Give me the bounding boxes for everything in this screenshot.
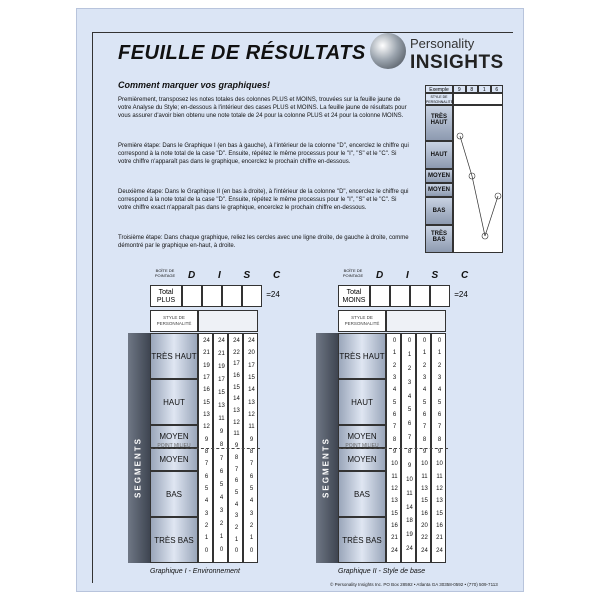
- score-number[interactable]: 14: [248, 387, 255, 394]
- score-number[interactable]: 21: [391, 535, 398, 542]
- g2-total-s-cell[interactable]: [410, 285, 430, 307]
- score-number[interactable]: 5: [219, 481, 224, 488]
- instructions-subtitle: Comment marquer vos graphiques!: [118, 80, 271, 90]
- g1-total-sum: =24: [266, 290, 280, 299]
- score-number[interactable]: 7: [234, 466, 239, 473]
- score-number[interactable]: 11: [233, 431, 240, 438]
- score-number[interactable]: 13: [233, 408, 240, 415]
- example-style-row: [425, 93, 503, 105]
- score-number[interactable]: 4: [249, 498, 254, 505]
- example-level: MOYEN: [425, 183, 453, 197]
- score-number[interactable]: 2: [407, 365, 412, 372]
- score-number[interactable]: 3: [204, 510, 209, 517]
- score-number[interactable]: 22: [421, 535, 428, 542]
- g2-level: MOYEN: [338, 448, 386, 471]
- score-number[interactable]: 9: [219, 429, 224, 436]
- score-number[interactable]: 0: [204, 547, 209, 554]
- score-number[interactable]: 10: [406, 476, 413, 483]
- g1-level: HAUT: [150, 379, 198, 425]
- example-style-icons: [453, 93, 503, 105]
- score-number[interactable]: 21: [436, 535, 443, 542]
- g2-style-row: [338, 310, 446, 332]
- g2-total-d-cell[interactable]: [370, 285, 390, 307]
- example-level: BAS: [425, 197, 453, 225]
- score-number[interactable]: 4: [437, 387, 442, 394]
- score-number[interactable]: 24: [203, 338, 210, 344]
- score-number[interactable]: 24: [391, 547, 398, 554]
- g1-level: TRÈS HAUT: [150, 333, 198, 379]
- score-number[interactable]: 15: [218, 390, 225, 397]
- score-number[interactable]: 13: [218, 403, 225, 410]
- score-number[interactable]: 2: [234, 524, 239, 531]
- score-number[interactable]: 24: [248, 338, 255, 344]
- g2-box-label: BOÎTE DE POINTAGE: [342, 268, 364, 278]
- example-value: 1: [478, 85, 491, 93]
- graph-2: [316, 333, 446, 563]
- g1-total-d-cell[interactable]: [182, 285, 202, 307]
- score-number[interactable]: 10: [436, 461, 443, 468]
- globe-logo-icon: [370, 33, 406, 69]
- score-number[interactable]: 14: [233, 396, 240, 403]
- example-style-label: STYLE DE PERSONNALITÉ: [426, 95, 454, 104]
- score-number[interactable]: 7: [249, 461, 254, 468]
- score-number[interactable]: 15: [436, 510, 443, 517]
- score-number[interactable]: 5: [392, 399, 397, 406]
- example-plot-line: [454, 106, 504, 254]
- score-number[interactable]: 11: [391, 473, 398, 480]
- score-number[interactable]: 14: [406, 504, 413, 511]
- example-label: Exemple: [425, 85, 453, 93]
- g1-totals-row: [150, 285, 284, 307]
- score-number[interactable]: 3: [422, 375, 427, 381]
- instructions-intro: Premièrement, transposez les notes totales des colonnes PLUS et MOINS, trouvées sur la feuille jaune de votre Analyse du Style; en-dessous à l'intérieur des cases PLUS et MOINS. La feuille jaune de résultats pour vous assurer d'avoir bien obtenu une note totale de 24 pour la colonne PLUS et 24 pour la colonne MOINS.: [118, 97, 407, 119]
- g1-segments-label: SEGMENTS: [133, 437, 143, 498]
- score-number[interactable]: 8: [422, 436, 427, 443]
- score-number[interactable]: 11: [248, 424, 255, 431]
- score-number[interactable]: 5: [437, 399, 442, 406]
- score-number[interactable]: 9: [392, 449, 397, 455]
- score-number[interactable]: 9: [422, 449, 427, 455]
- g1-total-label: Total PLUS: [150, 285, 182, 307]
- g1-level: BAS: [150, 471, 198, 517]
- score-number[interactable]: 19: [406, 532, 413, 539]
- score-number[interactable]: 2: [219, 520, 224, 527]
- instructions-step-3: Troisième étape: Dans chaque graphique, reliez les cercles avec une ligne droite, de gauche à droite, comme démontré par le graphique en-haut, à droite.: [118, 235, 409, 249]
- score-number[interactable]: 2: [437, 362, 442, 369]
- g2-totals-row: [338, 285, 472, 307]
- score-number[interactable]: 11: [436, 473, 443, 480]
- score-number[interactable]: 18: [406, 518, 413, 525]
- score-number[interactable]: 0: [234, 548, 239, 555]
- score-number[interactable]: 6: [249, 473, 254, 480]
- score-number[interactable]: 0: [219, 546, 224, 553]
- score-number[interactable]: 17: [233, 361, 240, 368]
- score-number[interactable]: 16: [203, 387, 210, 394]
- score-number[interactable]: 4: [407, 393, 412, 400]
- score-number[interactable]: 21: [218, 351, 225, 358]
- score-number[interactable]: 13: [391, 498, 398, 505]
- score-number[interactable]: 3: [219, 507, 224, 514]
- brand-name-top: Personality: [410, 36, 475, 51]
- g2-level: TRÈS HAUT: [338, 333, 386, 379]
- g2-segments-label: SEGMENTS: [321, 437, 331, 498]
- score-number[interactable]: 4: [234, 501, 239, 508]
- example-value: 6: [491, 85, 504, 93]
- score-number[interactable]: 24: [233, 338, 240, 344]
- score-number[interactable]: 13: [421, 486, 428, 492]
- score-number[interactable]: 8: [249, 449, 254, 455]
- score-number[interactable]: 17: [248, 362, 255, 369]
- g2-style-icons: [386, 310, 446, 332]
- score-number[interactable]: 3: [234, 513, 239, 520]
- score-number[interactable]: 11: [406, 490, 413, 497]
- brand-name-bottom: INSIGHTS: [410, 52, 504, 73]
- g1-caption: Graphique I - Environnement: [150, 568, 240, 575]
- g1-style-row: [150, 310, 258, 332]
- example-header-row: [425, 85, 503, 93]
- score-number[interactable]: 9: [407, 462, 412, 469]
- score-number[interactable]: 4: [204, 498, 209, 505]
- g1-midpoint-label: POINT MILIEU: [157, 443, 191, 449]
- score-number[interactable]: 7: [219, 455, 224, 462]
- g1-level: MOYEN: [150, 448, 198, 471]
- score-number[interactable]: 16: [436, 523, 443, 529]
- example-number-grid: [453, 105, 503, 253]
- score-number[interactable]: 1: [407, 351, 412, 358]
- score-number[interactable]: 7: [422, 424, 427, 431]
- g1-midline: [150, 448, 260, 449]
- score-number[interactable]: 6: [437, 412, 442, 418]
- score-number[interactable]: 0: [249, 547, 254, 554]
- score-number[interactable]: 22: [233, 349, 240, 356]
- score-number[interactable]: 2: [422, 362, 427, 369]
- g2-level: BAS: [338, 471, 386, 517]
- g1-total-i-cell[interactable]: [202, 285, 222, 307]
- score-number[interactable]: 11: [421, 473, 428, 480]
- score-number[interactable]: 6: [234, 478, 239, 485]
- score-number[interactable]: 1: [422, 350, 427, 357]
- g1-disc-letters: D I S C: [188, 270, 291, 281]
- score-number[interactable]: 8: [204, 449, 209, 455]
- score-number[interactable]: 7: [407, 435, 412, 442]
- score-number[interactable]: 6: [204, 473, 209, 480]
- score-number[interactable]: 6: [422, 412, 427, 418]
- score-number[interactable]: 15: [233, 384, 240, 391]
- score-number[interactable]: 5: [422, 399, 427, 406]
- example-value: 8: [466, 85, 479, 93]
- g2-midpoint-label: POINT MILIEU: [345, 443, 379, 449]
- score-number[interactable]: 9: [234, 443, 239, 450]
- score-number[interactable]: 12: [233, 419, 240, 426]
- score-number[interactable]: 6: [219, 468, 224, 475]
- score-number[interactable]: 1: [234, 536, 239, 543]
- score-number[interactable]: 9: [249, 436, 254, 443]
- g2-level: TRÈS BAS: [338, 517, 386, 563]
- g2-level: MOYEN: [338, 425, 386, 448]
- g1-total-s-cell[interactable]: [222, 285, 242, 307]
- score-number[interactable]: 17: [218, 377, 225, 384]
- score-number[interactable]: 4: [392, 387, 397, 394]
- g1-segments-bar: [128, 333, 150, 563]
- g1-style-label: STYLE DE PERSONNALITÉ: [150, 310, 198, 332]
- score-number[interactable]: 24: [218, 338, 225, 344]
- example-level: TRÈS HAUT: [425, 105, 453, 141]
- g1-level: TRÈS BAS: [150, 517, 198, 563]
- example-level: MOYEN: [425, 169, 453, 183]
- score-number[interactable]: 15: [391, 510, 398, 517]
- score-number[interactable]: 11: [218, 416, 225, 423]
- g2-total-c-cell[interactable]: [430, 285, 450, 307]
- example-chart: [425, 85, 503, 267]
- score-number[interactable]: 8: [234, 454, 239, 461]
- score-number[interactable]: 6: [407, 421, 412, 428]
- score-number[interactable]: 3: [392, 375, 397, 381]
- score-number[interactable]: 7: [204, 461, 209, 468]
- score-number[interactable]: 7: [392, 424, 397, 431]
- score-number[interactable]: 1: [392, 350, 397, 357]
- score-number[interactable]: 21: [203, 350, 210, 357]
- g2-total-label: Total MOINS: [338, 285, 370, 307]
- score-number[interactable]: 2: [249, 523, 254, 529]
- g1-box-label: BOÎTE DE POINTAGE: [154, 268, 176, 278]
- g1-style-icons: [198, 310, 258, 332]
- score-number[interactable]: 8: [437, 436, 442, 443]
- score-number[interactable]: 4: [219, 494, 224, 501]
- example-level: TRÈS BAS: [425, 225, 453, 253]
- score-number[interactable]: 3: [249, 510, 254, 517]
- score-number[interactable]: 13: [436, 498, 443, 505]
- score-number[interactable]: 5: [249, 486, 254, 492]
- g2-total-sum: =24: [454, 290, 468, 299]
- score-number[interactable]: 4: [422, 387, 427, 394]
- example-level: HAUT: [425, 141, 453, 169]
- score-number[interactable]: 7: [437, 424, 442, 431]
- score-number[interactable]: 15: [421, 498, 428, 505]
- score-number[interactable]: 17: [203, 375, 210, 381]
- score-number[interactable]: 1: [204, 535, 209, 542]
- instructions-step-1: Première étape: Dans le Graphique I (en bas à gauche), à l'intérieur de la colonne "D", encerclez le chiffre qui correspond à la note total de la case "D". Ensuite, répétez le même processus pour le "I", "S" et le "C". Si votre chiffre n'apparaît pas dans le graphique, encerclez le prochain chiffre en-dessous.: [118, 143, 409, 165]
- g1-total-c-cell[interactable]: [242, 285, 262, 307]
- score-number[interactable]: 16: [391, 523, 398, 529]
- g2-caption: Graphique II - Style de base: [338, 568, 426, 575]
- score-number[interactable]: 13: [203, 412, 210, 418]
- score-number[interactable]: 24: [421, 547, 428, 554]
- score-number[interactable]: 15: [203, 399, 210, 406]
- score-number[interactable]: 0: [437, 338, 442, 344]
- score-number[interactable]: 8: [219, 442, 224, 449]
- score-number[interactable]: 3: [407, 379, 412, 386]
- g2-level: HAUT: [338, 379, 386, 425]
- score-number[interactable]: 3: [437, 375, 442, 381]
- score-number[interactable]: 8: [392, 436, 397, 443]
- copyright-footer: © Personality Insights Inc. PO Box 28592 • Atlanta GA 30358-0592 • (770) 509-7113: [330, 582, 498, 587]
- score-number[interactable]: 12: [436, 486, 443, 492]
- score-number[interactable]: 9: [437, 449, 442, 455]
- score-number[interactable]: 12: [391, 486, 398, 492]
- g2-style-label: STYLE DE PERSONNALITÉ: [338, 310, 386, 332]
- g2-disc-letters: D I S C: [376, 270, 479, 281]
- score-number[interactable]: 6: [392, 412, 397, 418]
- score-number[interactable]: 5: [407, 407, 412, 414]
- score-number[interactable]: 19: [203, 362, 210, 369]
- score-number[interactable]: 12: [203, 424, 210, 431]
- score-number[interactable]: 5: [234, 489, 239, 496]
- g2-segments-bar: [316, 333, 338, 563]
- score-number[interactable]: 1: [219, 533, 224, 540]
- score-number[interactable]: 16: [233, 373, 240, 380]
- score-number[interactable]: 13: [248, 399, 255, 406]
- example-value: 9: [453, 85, 466, 93]
- score-number[interactable]: 15: [248, 375, 255, 381]
- page-title: FEUILLE DE RÉSULTATS: [118, 42, 366, 64]
- score-number[interactable]: 5: [204, 486, 209, 492]
- score-number[interactable]: 0: [422, 338, 427, 344]
- score-number[interactable]: 16: [421, 510, 428, 517]
- score-number[interactable]: 8: [407, 449, 412, 455]
- score-number[interactable]: 20: [421, 523, 428, 529]
- g2-total-i-cell[interactable]: [390, 285, 410, 307]
- score-number[interactable]: 24: [406, 546, 413, 553]
- g2-midline: [338, 448, 448, 449]
- score-number[interactable]: 12: [248, 412, 255, 418]
- score-number[interactable]: 1: [437, 350, 442, 357]
- score-number[interactable]: 9: [204, 436, 209, 443]
- score-number[interactable]: 2: [204, 523, 209, 529]
- graph-1: [128, 333, 258, 563]
- instructions-step-2: Deuxième étape: Dans le Graphique II (en bas à droite), à l'intérieur de la colonne "D", encerclez le chiffre qui correspond à la note total de la case "D". Ensuite, répétez le même processus pour le "I", "S" et le "C". Si votre chiffre exact n'apparaît pas dans le graphique, encerclez le prochain chiffre en-dessous.: [118, 189, 409, 211]
- score-number[interactable]: 19: [218, 364, 225, 371]
- score-number[interactable]: 2: [392, 362, 397, 369]
- score-number[interactable]: 20: [248, 350, 255, 357]
- score-number[interactable]: 1: [249, 535, 254, 542]
- score-number[interactable]: 10: [391, 461, 398, 468]
- score-number[interactable]: 0: [407, 338, 412, 344]
- g1-level: MOYEN: [150, 425, 198, 448]
- score-number[interactable]: 10: [421, 461, 428, 468]
- score-number[interactable]: 24: [436, 547, 443, 554]
- score-number[interactable]: 0: [392, 338, 397, 344]
